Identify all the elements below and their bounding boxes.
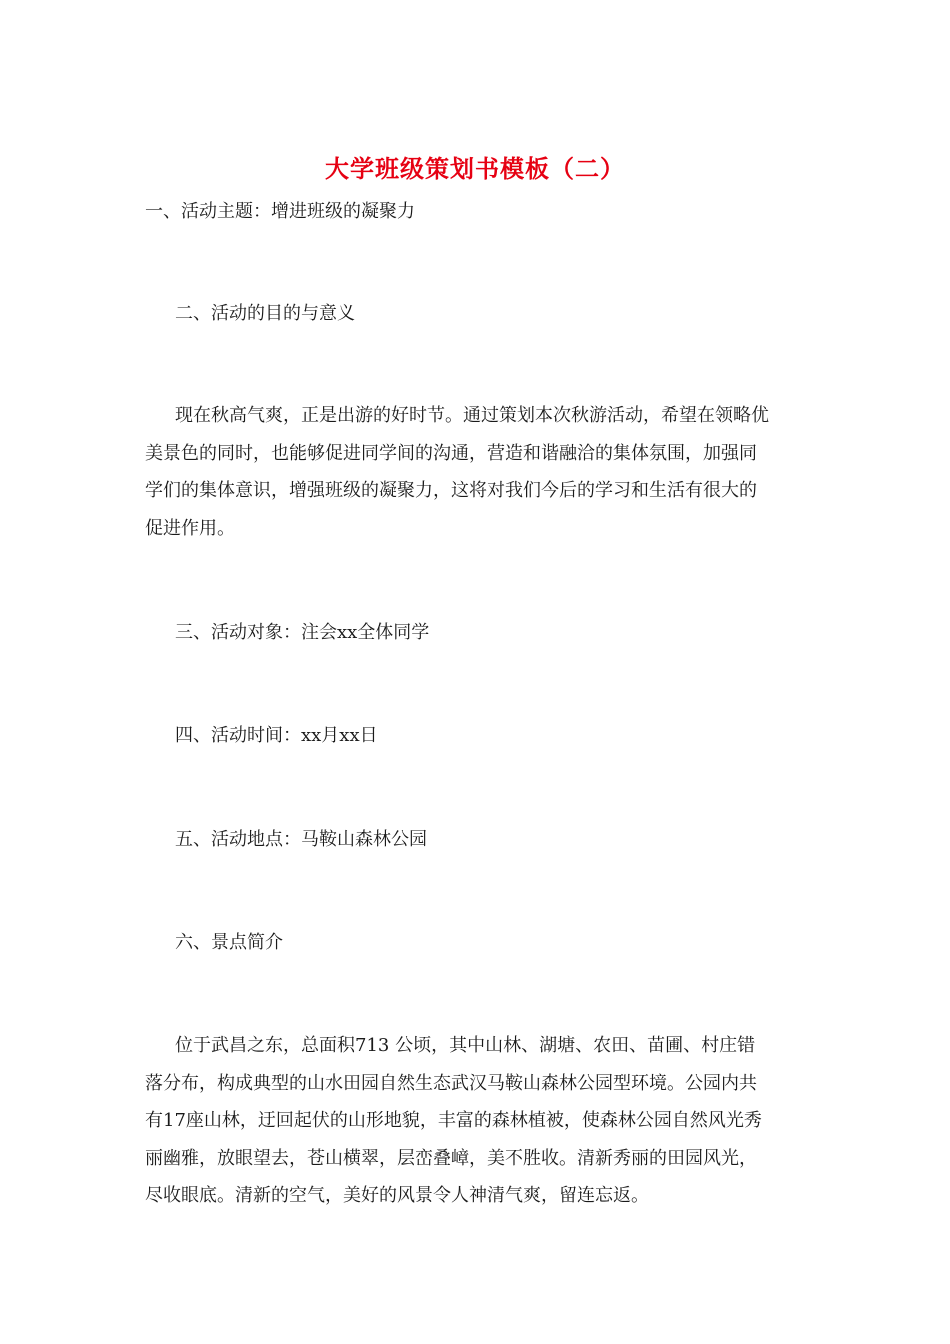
paragraph-line: 美景色的同时，也能够促进同学间的沟通，营造和谐融洽的集体氛围，加强同 xyxy=(145,442,757,464)
section-heading-time: 四、活动时间：xx月xx日 xyxy=(175,725,378,746)
document-title: 大学班级策划书模板（二） xyxy=(325,154,625,183)
section-heading-audience: 三、活动对象：注会xx全体同学 xyxy=(175,622,430,643)
paragraph-line: 落分布，构成典型的山水田园自然生态武汉马鞍山森林公园型环境。公园内共 xyxy=(145,1072,757,1094)
section-heading-theme: 一、活动主题：增进班级的凝聚力 xyxy=(145,201,415,222)
paragraph-line: 尽收眼底。清新的空气，美好的风景令人神清气爽，留连忘返。 xyxy=(145,1185,649,1206)
paragraph-line: 现在秋高气爽，正是出游的好时节。通过策划本次秋游活动，希望在领略优 xyxy=(175,405,769,426)
paragraph-scenery xyxy=(145,1027,811,1215)
paragraph-line: 位于武昌之东，总面积713 公顷，其中山林、湖塘、农田、苗圃、村庄错 xyxy=(175,1035,756,1056)
section-heading-purpose: 二、活动的目的与意义 xyxy=(175,303,355,324)
paragraph-purpose xyxy=(145,397,811,547)
section-heading-location: 五、活动地点：马鞍山森林公园 xyxy=(175,829,427,850)
paragraph-line: 促进作用。 xyxy=(145,517,235,539)
paragraph-line: 学们的集体意识，增强班级的凝聚力，这将对我们今后的学习和生活有很大的 xyxy=(145,480,757,501)
paragraph-line: 有17座山林，迂回起伏的山形地貌，丰富的森林植被，使森林公园自然风光秀 xyxy=(145,1110,762,1131)
section-heading-scenery: 六、景点简介 xyxy=(175,932,283,953)
paragraph-line: 丽幽雅，放眼望去，苍山横翠，层峦叠嶂，美不胜收。清新秀丽的田园风光， xyxy=(145,1147,757,1169)
